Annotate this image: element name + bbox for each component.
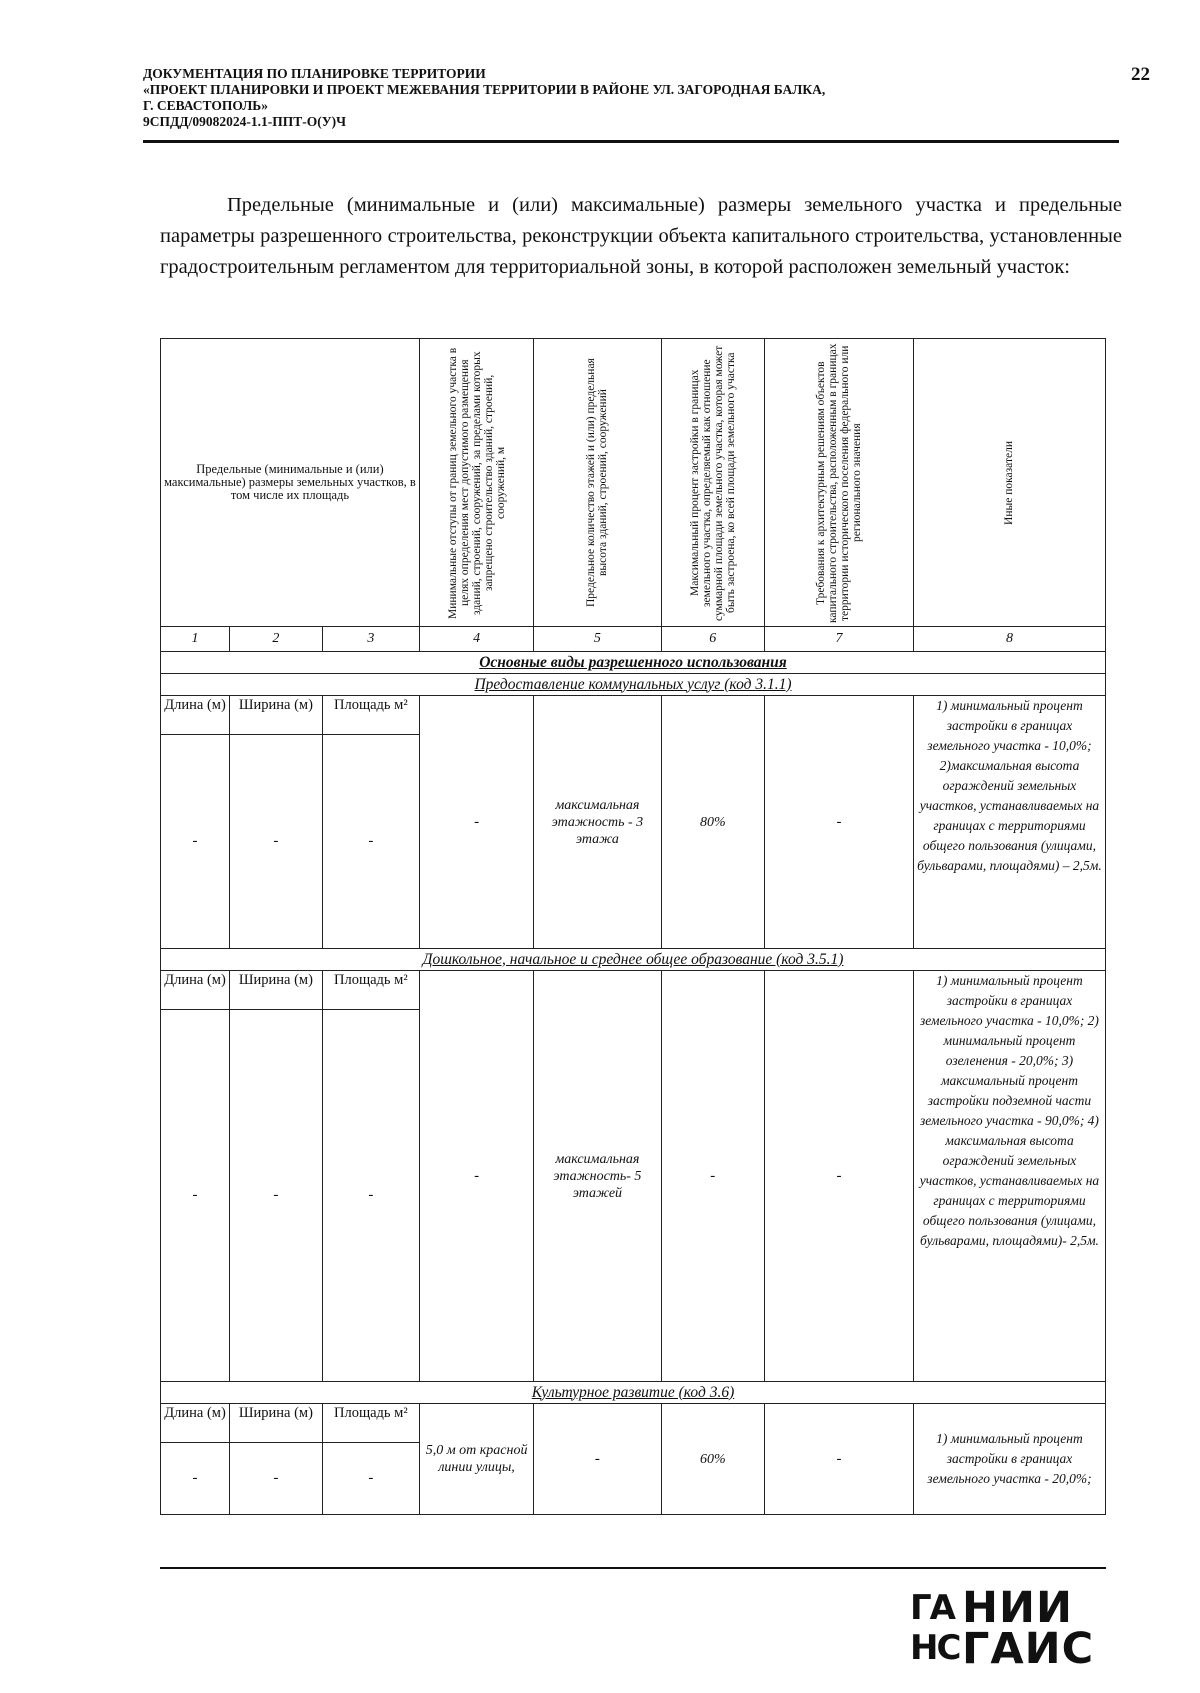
setback-value: -	[419, 971, 533, 1382]
header-coverage	[661, 339, 765, 627]
header-plot-sizes: Предельные (минимальные и (или) максимальные) размеры земельных участков, в том числе их площадь	[161, 339, 420, 627]
header-coverage-text: Максимальный процент застройки в границах земельного участка, определяемый как отношение суммарной площади земельного участка, которая может быть застроена, ко всей площади земельного участка	[688, 344, 737, 621]
group-title-text: Предоставление коммунальных услуг (код 3.1.1)	[474, 675, 792, 693]
group-title-row	[161, 1382, 1106, 1404]
footer-rule	[160, 1567, 1106, 1569]
page-number: 22	[1131, 64, 1150, 85]
header-other-text: Иные показатели	[1003, 440, 1016, 525]
architecture-value: -	[765, 971, 914, 1382]
width-value: -	[230, 735, 323, 949]
other-indicators-value: 1) минимальный процент застройки в границах земельного участка - 20,0%;	[913, 1404, 1105, 1515]
logo-name-line-2: ГАИС	[962, 1624, 1095, 1674]
width-label: Ширина (м)	[230, 971, 323, 1010]
intro-paragraph: Предельные (минимальные и (или) максимальные) размеры земельного участка и предельные параметры разрешенного строительства, реконструкции объекта капитального строительства, установленные градостроительным регламентом для территориальной зоны, в которой расположен земельный участок:	[160, 194, 1122, 278]
width-value: -	[230, 1010, 323, 1382]
header-setbacks-text: Минимальные отступы от границ земельного участка в целях определения мест допустимого размещения зданий, строений, сооружений, за пределами которых запрещено строительство зданий, строений, сооружений, м	[446, 346, 507, 619]
header-block	[143, 66, 1123, 130]
length-label: Длина (м)	[161, 1404, 230, 1443]
col-number: 5	[534, 627, 661, 652]
header-line-3: Г. СЕВАСТОПОЛЬ»	[143, 98, 268, 113]
group-title	[161, 949, 1106, 971]
header-other	[913, 339, 1105, 627]
regulations-table	[160, 338, 1106, 1515]
width-label: Ширина (м)	[230, 1404, 323, 1443]
width-value: -	[230, 1443, 323, 1515]
group-title-text: Культурное развитие (код 3.6)	[531, 1383, 735, 1401]
length-value: -	[161, 1443, 230, 1515]
floors-value: максимальная этажность - 3 этажа	[534, 696, 661, 949]
group-title	[161, 1382, 1106, 1404]
area-value: -	[322, 735, 419, 949]
length-value: -	[161, 735, 230, 949]
group-label-row	[161, 696, 1106, 735]
other-indicators-value: 1) минимальный процент застройки в границах земельного участка - 10,0%; 2)максимальная высота ограждений земельных участков, устанавливаемых на границах с территориями общего пользования (улицами, бульварами, площадями) – 2,5м.	[913, 696, 1105, 949]
length-label: Длина (м)	[161, 971, 230, 1010]
header-line-2: «ПРОЕКТ ПЛАНИРОВКИ И ПРОЕКТ МЕЖЕВАНИЯ ТЕРРИТОРИИ В РАЙОНЕ УЛ. ЗАГОРОДНАЯ БАЛКА,	[143, 82, 826, 97]
setback-value: -	[419, 696, 533, 949]
architecture-value: -	[765, 1404, 914, 1515]
institute-logo	[910, 1583, 1095, 1674]
section-row	[161, 652, 1106, 674]
group-title-text: Дошкольное, начальное и среднее общее образование (код 3.5.1)	[422, 950, 844, 968]
col-number: 4	[419, 627, 533, 652]
col-number: 7	[765, 627, 914, 652]
main-section-label: Основные виды разрешенного использования	[479, 653, 787, 671]
area-label: Площадь м²	[322, 696, 419, 735]
logo-name	[962, 1583, 1095, 1674]
header-floors-text: Предельное количество этажей и (или) предельная высота зданий, строений, сооружений	[585, 358, 610, 607]
group-title-row	[161, 674, 1106, 696]
col-number: 8	[913, 627, 1105, 652]
width-label: Ширина (м)	[230, 696, 323, 735]
col-number: 2	[230, 627, 323, 652]
area-label: Площадь м²	[322, 971, 419, 1010]
architecture-value: -	[765, 696, 914, 949]
length-label: Длина (м)	[161, 696, 230, 735]
group-title	[161, 674, 1106, 696]
group-label-row	[161, 1404, 1106, 1443]
col-number: 3	[322, 627, 419, 652]
header-architecture-text: Требования к архитектурным решениям объектов капитального строительства, расположенным в границах территории исторического поселения федерального или регионального значения	[815, 342, 863, 623]
header-floors	[534, 339, 661, 627]
header-rule	[143, 140, 1119, 143]
logo-name-line-1: НИИ	[962, 1583, 1073, 1633]
setback-value: 5,0 м от красной линии улицы,	[419, 1404, 533, 1515]
main-section-title	[161, 652, 1106, 674]
group-label-row	[161, 971, 1106, 1010]
logo-mark: ГА НС	[910, 1588, 960, 1668]
floors-value: максимальная этажность- 5 этажей	[534, 971, 661, 1382]
table-header-row	[161, 339, 1106, 627]
area-label: Площадь м²	[322, 1404, 419, 1443]
document-code: 9СПДД/09082024-1.1-ППТ-О(У)Ч	[143, 114, 347, 129]
col-number: 1	[161, 627, 230, 652]
group-title-row	[161, 949, 1106, 971]
header-architecture	[765, 339, 914, 627]
area-value: -	[322, 1443, 419, 1515]
area-value: -	[322, 1010, 419, 1382]
length-value: -	[161, 1010, 230, 1382]
col-number: 6	[661, 627, 765, 652]
other-indicators-value: 1) минимальный процент застройки в границах земельного участка - 10,0%; 2) минимальный процент озеленения - 20,0%; 3) максимальный процент застройки подземной части земельного участка - 90,0%; 4) максимальная высота ограждений земельных участков, устанавливаемых на границах с территориями общего пользования (улицами, бульварами, площадями)- 2,5м.	[913, 971, 1105, 1382]
floors-value: -	[534, 1404, 661, 1515]
coverage-value: -	[661, 971, 765, 1382]
coverage-value: 60%	[661, 1404, 765, 1515]
header-setbacks	[419, 339, 533, 627]
header-line-1: ДОКУМЕНТАЦИЯ ПО ПЛАНИРОВКЕ ТЕРРИТОРИИ	[143, 66, 486, 81]
coverage-value: 80%	[661, 696, 765, 949]
column-number-row	[161, 627, 1106, 652]
